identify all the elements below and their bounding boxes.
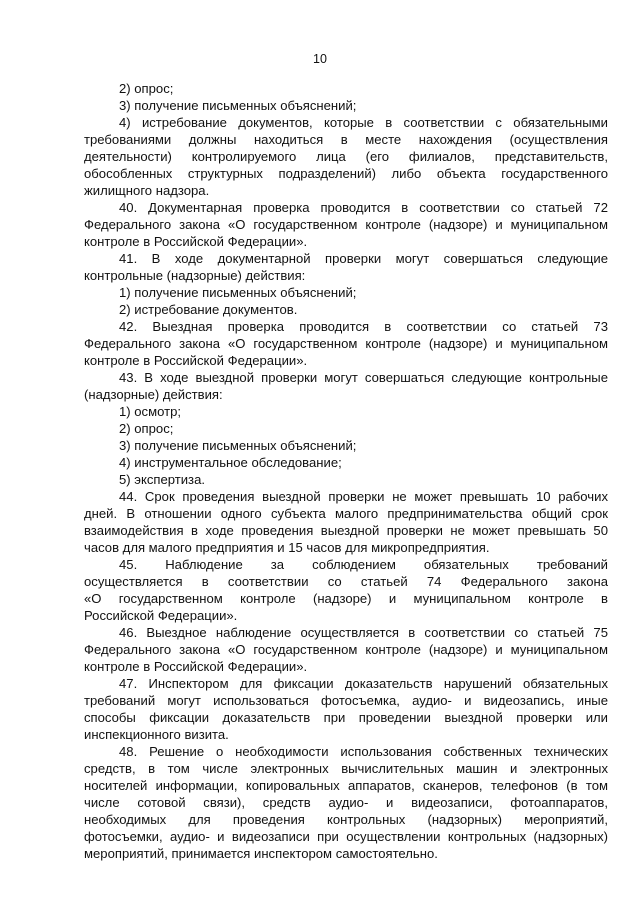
text-line: необходимых для проведения контрольных (надзорных) мероприятий, — [84, 812, 608, 827]
text-line: 2) опрос; — [119, 81, 174, 96]
text-line: «О государственном контроле (надзоре) и муниципальном контроле в — [84, 591, 608, 606]
text-line: 3) получение письменных объяснений; — [119, 438, 357, 453]
text-line: 43. В ходе выездной проверки могут совершаться следующие контрольные — [119, 370, 608, 385]
text-line: Федерального закона «О государственном контроле (надзоре) и муниципальном — [84, 217, 608, 232]
text-line: 46. Выездное наблюдение осуществляется в соответствии со статьей 75 — [119, 625, 608, 640]
text-line: 1) получение письменных объяснений; — [119, 285, 357, 300]
text-line: Российской Федерации». — [84, 608, 238, 623]
text-line: 1) осмотр; — [119, 404, 182, 419]
page-number: 10 — [313, 52, 327, 66]
text-line: 3) получение письменных объяснений; — [119, 98, 357, 113]
text-line: 48. Решение о необходимости использования собственных технических — [119, 744, 608, 759]
text-line: Федерального закона «О государственном контроле (надзоре) и муниципальном — [84, 642, 608, 657]
text-line: жилищного надзора. — [84, 183, 210, 198]
text-line: 5) экспертиза. — [119, 472, 205, 487]
text-line: фотосъемки, аудио- и видеозаписи при осуществлении контрольных (надзорных) — [84, 829, 608, 844]
text-line: способы фиксации доказательств при проведении выездной проверки или — [84, 710, 608, 725]
text-line: 2) истребование документов. — [119, 302, 298, 317]
text-line: деятельности) контролируемого лица (его филиалов, представительств, — [84, 149, 608, 164]
text-line: контроле в Российской Федерации». — [84, 659, 308, 674]
text-line: инспекционного визита. — [84, 727, 229, 742]
text-line: требований могут использоваться фотосъемка, аудио- и видеозапись, иные — [84, 693, 608, 708]
text-line: дней. В отношении одного субъекта малого предпринимательства общий срок — [84, 506, 608, 521]
text-line: 47. Инспектором для фиксации доказательств нарушений обязательных — [119, 676, 608, 691]
text-line: 44. Срок проведения выездной проверки не может превышать 10 рабочих — [119, 489, 608, 504]
text-line: средств, в том числе электронных вычислительных машин и электронных — [84, 761, 608, 776]
text-line: осуществляется в соответствии со статьей 74 Федерального закона — [84, 574, 608, 589]
text-line: контрольные (надзорные) действия: — [84, 268, 306, 283]
text-line: контроле в Российской Федерации». — [84, 353, 308, 368]
text-line: часов для малого предприятия и 15 часов для микропредприятия. — [84, 540, 490, 555]
text-line: контроле в Российской Федерации». — [84, 234, 308, 249]
text-line: 41. В ходе документарной проверки могут совершаться следующие — [119, 251, 608, 266]
text-line: 2) опрос; — [119, 421, 174, 436]
text-line: (надзорные) действия: — [84, 387, 223, 402]
text-line: 4) инструментальное обследование; — [119, 455, 342, 470]
text-line: 42. Выездная проверка проводится в соответствии со статьей 73 — [119, 319, 608, 334]
text-line: взаимодействия в ходе проведения выездной проверки не может превышать 50 — [84, 523, 608, 538]
text-line: Федерального закона «О государственном контроле (надзоре) и муниципальном — [84, 336, 608, 351]
text-line: требованиями должны находиться в месте нахождения (осуществления — [84, 132, 608, 147]
text-line: мероприятий, принимается инспектором самостоятельно. — [84, 846, 438, 861]
text-line: числе сотовой связи), средств аудио- и видеозаписи, фотоаппаратов, — [84, 795, 608, 810]
text-line: носителей информации, копировальных аппаратов, сканеров, телефонов (в том — [84, 778, 608, 793]
text-line: 4) истребование документов, которые в соответствии с обязательными — [119, 115, 608, 130]
text-line: 40. Документарная проверка проводится в соответствии со статьей 72 — [119, 200, 608, 215]
text-line: 45. Наблюдение за соблюдением обязательных требований — [119, 557, 608, 572]
text-line: обособленных структурных подразделений) либо объекта государственного — [84, 166, 608, 181]
